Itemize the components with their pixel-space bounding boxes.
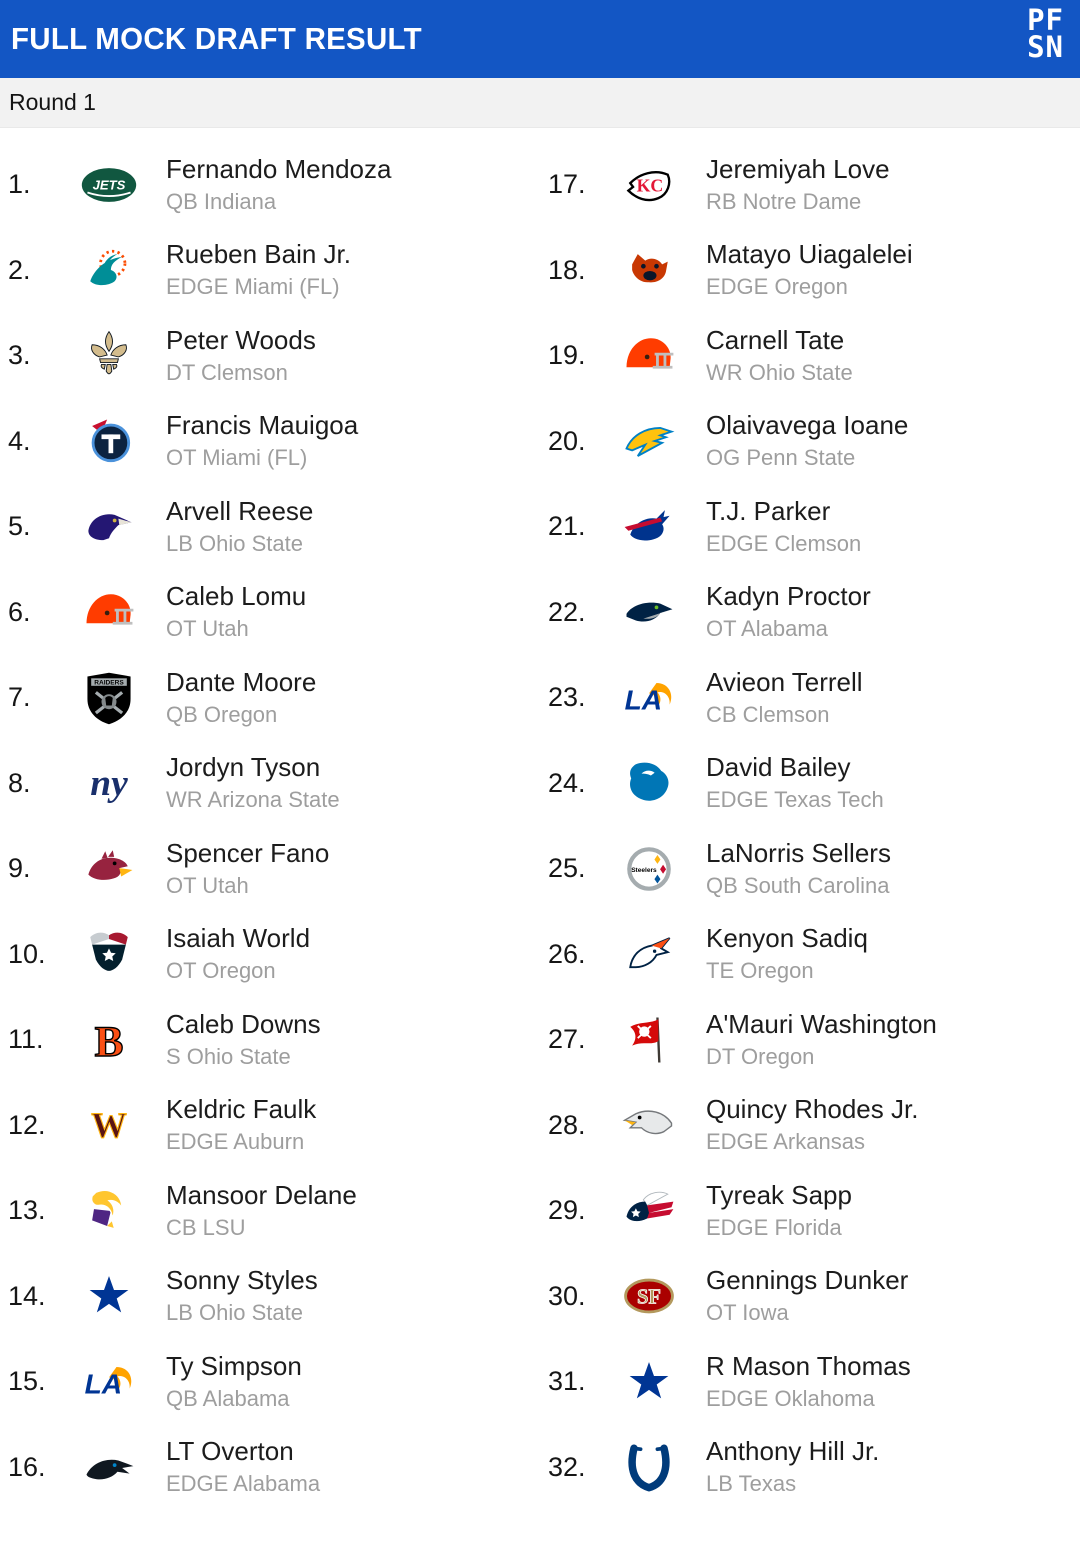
pick-number: 10.: [8, 938, 46, 969]
pick-info: [166, 240, 351, 300]
pick-row: [540, 313, 1080, 399]
pick-info: [166, 924, 310, 984]
player-name: A'Mauri Washington: [706, 1008, 937, 1039]
pick-number: 26.: [548, 938, 586, 969]
pick-row: [540, 912, 1080, 998]
player-name: Gennings Dunker: [706, 1265, 909, 1296]
player-position-school: OT Iowa: [706, 1300, 789, 1326]
pick-info: [166, 839, 329, 899]
pick-info: [706, 155, 890, 215]
pick-number: 11.: [8, 1024, 44, 1055]
pick-row: [0, 655, 540, 741]
player-name: Matayo Uiagalelei: [706, 239, 913, 270]
las-vegas-raiders-logo-icon: [76, 665, 142, 731]
pick-number: 8.: [8, 767, 31, 798]
pick-number: 23.: [548, 682, 586, 713]
pick-info: [166, 1095, 316, 1155]
pick-row: [540, 1339, 1080, 1425]
denver-broncos-logo-icon: [616, 921, 682, 987]
san-francisco-49ers-logo-icon: [616, 1263, 682, 1329]
player-name: Arvell Reese: [166, 495, 314, 526]
svg-text:JETS: JETS: [92, 177, 126, 193]
player-name: Rueben Bain Jr.: [166, 239, 352, 270]
pick-info: [706, 1352, 911, 1412]
player-position-school: QB South Carolina: [706, 872, 890, 898]
pick-number: 15.: [8, 1366, 46, 1397]
miami-dolphins-logo-icon: [76, 237, 142, 303]
player-position-school: LB Ohio State: [166, 530, 303, 556]
player-name: T.J. Parker: [706, 495, 831, 526]
player-position-school: LB Ohio State: [166, 1300, 303, 1326]
player-position-school: EDGE Arkansas: [706, 1129, 865, 1155]
pick-info: [166, 1437, 320, 1497]
pick-info: [706, 1181, 852, 1241]
pick-info: [706, 1437, 879, 1497]
pick-info: [166, 326, 316, 386]
pick-number: 1.: [8, 169, 31, 200]
pick-number: 32.: [548, 1451, 586, 1482]
pick-info: [706, 839, 891, 899]
new-orleans-saints-logo-icon: [76, 323, 142, 389]
svg-text:W: W: [91, 1105, 127, 1146]
los-angeles-rams-logo-icon: [76, 1349, 142, 1415]
seattle-seahawks-logo-icon: [616, 579, 682, 645]
detroit-lions-logo-icon: [616, 750, 682, 816]
pick-number: 21.: [548, 511, 586, 542]
pick-number: 5.: [8, 511, 31, 542]
pick-row: [0, 1254, 540, 1340]
player-name: David Bailey: [706, 752, 851, 783]
app-header: [0, 0, 1080, 78]
pick-number: 27.: [548, 1024, 586, 1055]
round-header: [0, 78, 1080, 128]
player-position-school: EDGE Clemson: [706, 530, 862, 556]
pick-number: 7.: [8, 682, 31, 713]
player-position-school: CB Clemson: [706, 701, 830, 727]
player-position-school: CB LSU: [166, 1214, 246, 1240]
los-angeles-chargers-logo-icon: [616, 408, 682, 474]
player-position-school: DT Oregon: [706, 1043, 815, 1069]
pfsn-logo-line2: SN: [1027, 30, 1064, 64]
player-position-school: OT Utah: [166, 616, 249, 642]
player-name: Carnell Tate: [706, 324, 845, 355]
player-name: Kadyn Proctor: [706, 581, 871, 612]
pick-row: [0, 1168, 540, 1254]
pick-row: [0, 484, 540, 570]
player-name: R Mason Thomas: [706, 1350, 911, 1381]
minnesota-vikings-logo-icon: [76, 1178, 142, 1244]
player-name: Ty Simpson: [166, 1350, 302, 1381]
pick-number: 20.: [548, 425, 586, 456]
pick-info: [166, 1010, 321, 1070]
draft-list: [0, 128, 1080, 1510]
svg-text:SF: SF: [636, 1286, 662, 1309]
pick-row: [0, 826, 540, 912]
player-name: Olaivavega Ioane: [706, 410, 909, 441]
pick-number: 19.: [548, 340, 586, 371]
player-position-school: QB Alabama: [166, 1385, 290, 1411]
round-label: Round 1: [9, 89, 96, 115]
arizona-cardinals-logo-icon: [76, 836, 142, 902]
pick-row: [540, 1254, 1080, 1340]
pick-info: [706, 411, 908, 471]
new-york-jets-logo-icon: [76, 152, 142, 218]
player-position-school: DT Clemson: [166, 359, 288, 385]
pick-row: [0, 997, 540, 1083]
player-position-school: QB Indiana: [166, 188, 277, 214]
player-name: Kenyon Sadiq: [706, 923, 868, 954]
pick-info: [706, 753, 884, 813]
pick-info: [166, 753, 340, 813]
pick-info: [706, 924, 868, 984]
pick-number: 6.: [8, 596, 31, 627]
pick-number: 30.: [548, 1280, 586, 1311]
pick-number: 16.: [8, 1451, 46, 1482]
pick-info: [706, 1266, 908, 1326]
houston-texans-logo-icon: [76, 921, 142, 987]
player-position-school: S Ohio State: [166, 1043, 291, 1069]
svg-text:KC: KC: [636, 175, 664, 196]
indianapolis-colts-logo-icon: [616, 1434, 682, 1500]
pick-number: 24.: [548, 767, 586, 798]
pick-info: [706, 668, 863, 728]
player-position-school: EDGE Oklahoma: [706, 1385, 875, 1411]
svg-text:LA: LA: [84, 1368, 123, 1399]
los-angeles-rams-logo-icon: [616, 665, 682, 731]
pick-info: [166, 497, 313, 557]
player-name: Caleb Lomu: [166, 581, 307, 612]
player-name: Quincy Rhodes Jr.: [706, 1094, 919, 1125]
pick-row: [0, 1339, 540, 1425]
pick-row: [0, 399, 540, 485]
pfsn-logo: [1027, 3, 1064, 64]
player-name: Caleb Downs: [166, 1008, 321, 1039]
new-york-giants-logo-icon: [76, 750, 142, 816]
dallas-cowboys-logo-icon: [76, 1263, 142, 1329]
player-position-school: OT Miami (FL): [166, 445, 308, 471]
svg-text:LA: LA: [624, 684, 663, 715]
svg-text:ny: ny: [90, 763, 128, 805]
tennessee-titans-logo-icon: [76, 408, 142, 474]
pick-row: [540, 655, 1080, 741]
pick-info: [166, 1266, 318, 1326]
pick-row: [540, 570, 1080, 656]
player-position-school: TE Oregon: [706, 958, 814, 984]
player-name: Tyreak Sapp: [706, 1179, 852, 1210]
pick-info: [706, 497, 861, 557]
dallas-cowboys-logo-icon: [616, 1349, 682, 1415]
player-name: Peter Woods: [166, 324, 316, 355]
pick-row: [540, 997, 1080, 1083]
carolina-panthers-logo-icon: [76, 1434, 142, 1500]
chicago-bears-logo-icon: [616, 237, 682, 303]
pick-number: 17.: [548, 169, 586, 200]
baltimore-ravens-logo-icon: [76, 494, 142, 560]
pick-info: [166, 1352, 302, 1412]
washington-commanders-logo-icon: [76, 1092, 142, 1158]
draft-column-right: [540, 142, 1080, 1510]
player-position-school: OG Penn State: [706, 445, 856, 471]
pick-info: [706, 582, 871, 642]
pick-row: [0, 912, 540, 998]
player-position-school: EDGE Oregon: [706, 274, 848, 300]
player-name: Mansoor Delane: [166, 1179, 357, 1210]
pick-row: [0, 142, 540, 228]
player-name: Francis Mauigoa: [166, 410, 359, 441]
pick-number: 9.: [8, 853, 31, 884]
cleveland-browns-logo-icon: [76, 579, 142, 645]
pick-info: [166, 668, 316, 728]
new-england-patriots-logo-icon: [616, 1178, 682, 1244]
svg-text:Steelers: Steelers: [631, 866, 657, 874]
player-name: Jordyn Tyson: [166, 752, 321, 783]
pick-row: [0, 228, 540, 314]
player-name: Keldric Faulk: [166, 1094, 317, 1125]
pick-row: [540, 484, 1080, 570]
player-position-school: WR Ohio State: [706, 359, 853, 385]
player-position-school: EDGE Florida: [706, 1214, 842, 1240]
pick-number: 14.: [8, 1280, 46, 1311]
player-name: Sonny Styles: [166, 1265, 318, 1296]
pick-row: [540, 826, 1080, 912]
buffalo-bills-logo-icon: [616, 494, 682, 560]
pick-number: 29.: [548, 1195, 586, 1226]
player-name: Isaiah World: [166, 923, 311, 954]
svg-text:RAIDERS: RAIDERS: [94, 679, 124, 687]
player-name: LT Overton: [166, 1436, 294, 1467]
player-position-school: OT Alabama: [706, 616, 828, 642]
pittsburgh-steelers-logo-icon: [616, 836, 682, 902]
pick-info: [706, 1095, 918, 1155]
pick-row: [540, 1425, 1080, 1511]
player-position-school: EDGE Auburn: [166, 1129, 305, 1155]
cincinnati-bengals-logo-icon: [76, 1007, 142, 1073]
pick-info: [706, 326, 853, 386]
pick-row: [0, 1083, 540, 1169]
pick-info: [166, 155, 391, 215]
cleveland-browns-logo-icon: [616, 323, 682, 389]
pick-row: [540, 399, 1080, 485]
player-position-school: LB Texas: [706, 1471, 797, 1497]
pick-number: 31.: [548, 1366, 586, 1397]
player-position-school: OT Utah: [166, 872, 249, 898]
player-name: Dante Moore: [166, 666, 317, 697]
pick-row: [540, 228, 1080, 314]
player-position-school: WR Arizona State: [166, 787, 340, 813]
pick-row: [540, 1168, 1080, 1254]
pick-number: 2.: [8, 254, 31, 285]
pick-number: 4.: [8, 425, 31, 456]
pick-number: 28.: [548, 1109, 586, 1140]
kansas-city-chiefs-logo-icon: [616, 152, 682, 218]
player-name: Jeremiyah Love: [706, 153, 890, 184]
pfsn-logo-line1: PF: [1027, 3, 1064, 37]
player-name: LaNorris Sellers: [706, 837, 891, 868]
pick-number: 25.: [548, 853, 586, 884]
pick-row: [0, 570, 540, 656]
philadelphia-eagles-logo-icon: [616, 1092, 682, 1158]
player-name: Fernando Mendoza: [166, 153, 392, 184]
pick-row: [0, 313, 540, 399]
pick-row: [0, 741, 540, 827]
page-title: FULL MOCK DRAFT RESULT: [11, 21, 422, 56]
pick-number: 18.: [548, 254, 586, 285]
pick-info: [166, 411, 358, 471]
player-position-school: EDGE Texas Tech: [706, 787, 884, 813]
pick-info: [706, 1010, 937, 1070]
player-position-school: EDGE Miami (FL): [166, 274, 340, 300]
pick-row: [540, 142, 1080, 228]
pick-info: [166, 1181, 357, 1241]
pick-number: 13.: [8, 1195, 46, 1226]
player-name: Spencer Fano: [166, 837, 330, 868]
pick-row: [0, 1425, 540, 1511]
pick-number: 3.: [8, 340, 31, 371]
player-name: Anthony Hill Jr.: [706, 1436, 880, 1467]
pick-number: 22.: [548, 596, 586, 627]
pick-number: 12.: [8, 1109, 46, 1140]
pick-info: [166, 582, 306, 642]
pick-info: [706, 240, 913, 300]
player-position-school: OT Oregon: [166, 958, 276, 984]
draft-column-left: [0, 142, 540, 1510]
tampa-bay-buccaneers-logo-icon: [616, 1007, 682, 1073]
pick-row: [540, 1083, 1080, 1169]
player-position-school: QB Oregon: [166, 701, 278, 727]
player-position-school: EDGE Alabama: [166, 1471, 321, 1497]
player-name: Avieon Terrell: [706, 666, 863, 697]
pick-row: [540, 741, 1080, 827]
player-position-school: RB Notre Dame: [706, 188, 862, 214]
svg-text:B: B: [94, 1018, 124, 1066]
